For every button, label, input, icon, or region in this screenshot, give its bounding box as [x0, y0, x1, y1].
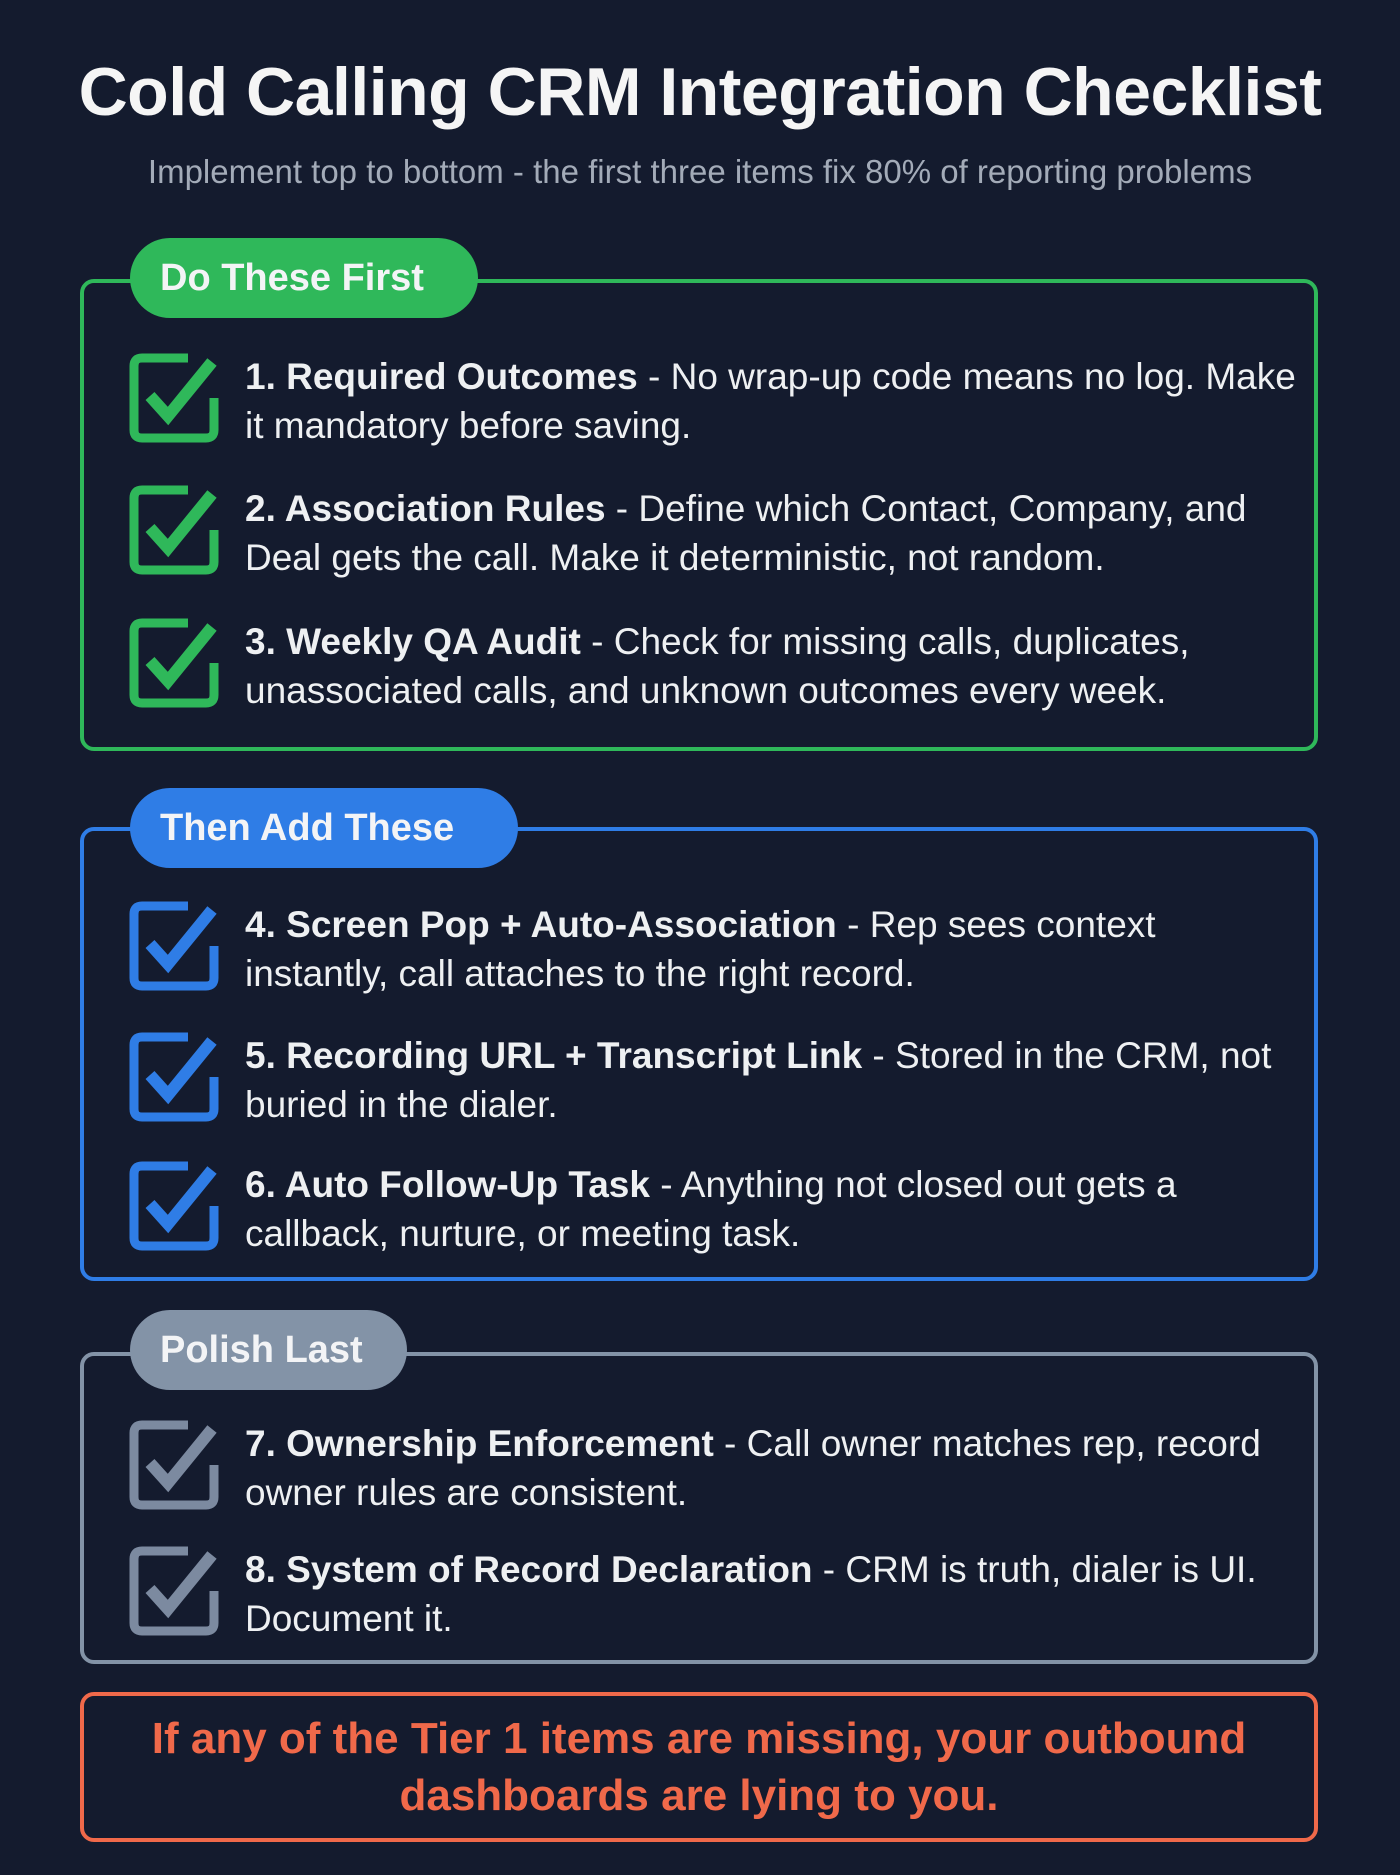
item-text: 7. Ownership Enforcement - Call owner matches rep, record owner rules are consistent.	[245, 1423, 1261, 1513]
section-label-then-add-these: Then Add These	[130, 788, 518, 868]
item-title: 3. Weekly QA Audit	[245, 621, 581, 662]
item-text: 6. Auto Follow-Up Task - Anything not closed out gets a callback, nurture, or meeting task.	[245, 1164, 1177, 1254]
checkbox-checked-icon[interactable]	[128, 1545, 220, 1637]
warning-callout-text: If any of the Tier 1 items are missing, your outbound dashboards are lying to you.	[151, 1714, 1247, 1820]
checkbox-checked-icon[interactable]	[128, 484, 220, 576]
item-body: Call owner matches rep, record owner rules are consistent.	[245, 1423, 1261, 1513]
checkbox-checked-icon[interactable]	[128, 617, 220, 709]
item-title: 7. Ownership Enforcement	[245, 1423, 714, 1464]
item-text: 3. Weekly QA Audit - Check for missing calls, duplicates, unassociated calls, and unknown outcomes every week.	[245, 621, 1190, 711]
checkbox-checked-icon[interactable]	[128, 900, 220, 992]
item-text: 1. Required Outcomes - No wrap-up code means no log. Make it mandatory before saving.	[245, 356, 1296, 446]
checkbox-checked-icon[interactable]	[128, 1031, 220, 1123]
item-body: Rep sees context instantly, call attaches to the right record.	[245, 904, 1156, 994]
checkbox-checked-icon[interactable]	[128, 1160, 220, 1252]
checkbox-checked-icon[interactable]	[128, 1419, 220, 1511]
item-body: Define which Contact, Company, and Deal gets the call. Make it deterministic, not random.	[245, 488, 1247, 578]
page-title: Cold Calling CRM Integration Checklist	[78, 54, 1322, 130]
item-title: 5. Recording URL + Transcript Link	[245, 1035, 863, 1076]
item-body: Anything not closed out gets a callback, nurture, or meeting task.	[245, 1164, 1177, 1254]
item-title: 2. Association Rules	[245, 488, 606, 529]
item-text: 2. Association Rules - Define which Contact, Company, and Deal gets the call. Make it deterministic, not random.	[245, 488, 1247, 578]
item-text: 4. Screen Pop + Auto-Association - Rep sees context instantly, call attaches to the right record.	[245, 904, 1156, 994]
item-title: 8. System of Record Declaration	[245, 1549, 813, 1590]
item-title: 1. Required Outcomes	[245, 356, 638, 397]
item-title: 4. Screen Pop + Auto-Association	[245, 904, 837, 945]
item-body: No wrap-up code means no log. Make it mandatory before saving.	[245, 356, 1296, 446]
item-body: Check for missing calls, duplicates, unassociated calls, and unknown outcomes every week.	[245, 621, 1190, 711]
warning-callout	[80, 1692, 1318, 1842]
item-title: 6. Auto Follow-Up Task	[245, 1164, 650, 1205]
section-label-polish-last: Polish Last	[130, 1310, 407, 1390]
item-text: 8. System of Record Declaration - CRM is truth, dialer is UI. Document it.	[245, 1549, 1257, 1639]
section-label-do-these-first: Do These First	[130, 238, 478, 318]
item-body: CRM is truth, dialer is UI. Document it.	[245, 1549, 1257, 1639]
checkbox-checked-icon[interactable]	[128, 352, 220, 444]
item-text: 5. Recording URL + Transcript Link - Stored in the CRM, not buried in the dialer.	[245, 1035, 1272, 1125]
page-subtitle: Implement top to bottom - the first three items fix 80% of reporting problems	[147, 153, 1253, 190]
item-body: Stored in the CRM, not buried in the dialer.	[245, 1035, 1272, 1125]
